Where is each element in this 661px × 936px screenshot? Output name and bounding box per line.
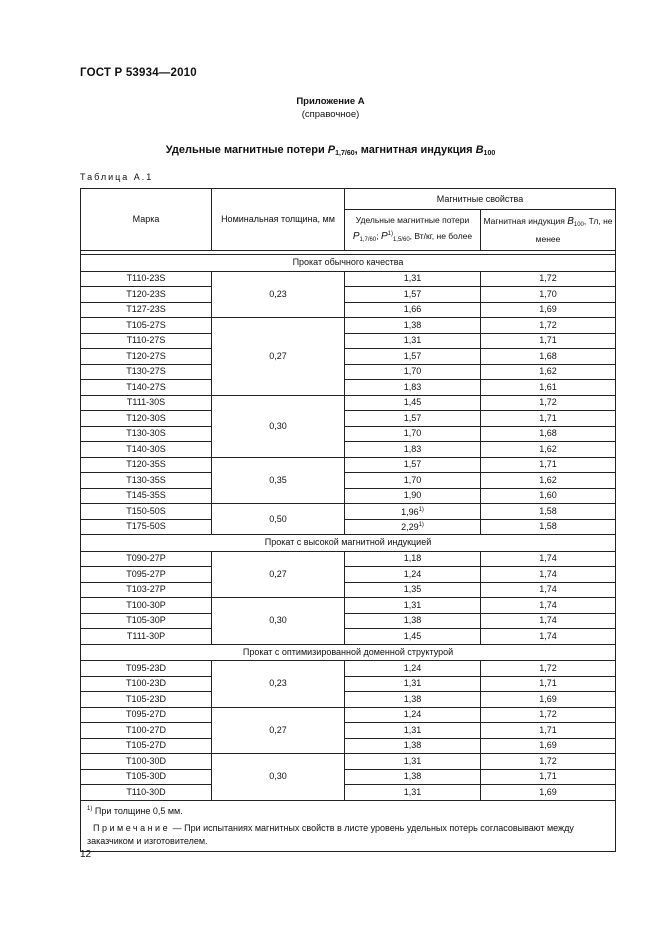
cell-induction: 1,62 [481, 442, 616, 458]
cell-induction: 1,62 [481, 364, 616, 380]
cell-induction: 1,58 [481, 519, 616, 535]
cell-loss [345, 349, 481, 365]
cell-loss [345, 333, 481, 349]
loss-value: 1,31 [403, 724, 422, 735]
document-title [0, 144, 661, 157]
loss-value: 1,18 [403, 553, 422, 564]
cell-loss [345, 676, 481, 692]
table-row [81, 707, 616, 723]
loss-value: 1,57 [403, 350, 422, 361]
table-row [81, 504, 616, 520]
loss-footnote-mark: 1) [418, 506, 424, 513]
loss-value: 1,35 [403, 584, 422, 595]
loss-value: 1,38 [403, 771, 422, 782]
cell-loss [345, 551, 481, 567]
loss-value: 1,45 [403, 630, 422, 641]
cell-induction: 1,74 [481, 551, 616, 567]
cell-induction: 1,72 [481, 754, 616, 770]
cell-loss [345, 504, 481, 520]
cell-induction: 1,69 [481, 738, 616, 754]
cell-grade: Т150-50S [81, 504, 212, 520]
table-row [81, 271, 616, 287]
table-row [81, 567, 616, 583]
cell-loss [345, 426, 481, 442]
losses-sub2: 1,5/60 [392, 237, 410, 243]
cell-loss [345, 769, 481, 785]
header-thickness: Номинальная толщина, мм [212, 189, 345, 251]
induction-suffix: , Тл, не менее [535, 216, 613, 244]
cell-grade: Т095-23D [81, 661, 212, 677]
cell-grade: Т120-27S [81, 349, 212, 365]
cell-grade: Т095-27D [81, 707, 212, 723]
cell-loss [345, 271, 481, 287]
cell-grade: Т105-23D [81, 692, 212, 708]
loss-value: 1,57 [403, 288, 422, 299]
title-b-symbol: B [475, 144, 484, 156]
table-row [81, 457, 616, 473]
section-title: Прокат с оптимизированной доменной структурой [81, 644, 616, 661]
losses-unit: , Вт/кг, не более [409, 231, 473, 241]
loss-value: 1,83 [403, 381, 422, 392]
cell-grade: Т095-27Р [81, 567, 212, 583]
loss-value: 1,57 [403, 412, 422, 423]
cell-loss [345, 364, 481, 380]
cell-grade: Т105-30D [81, 769, 212, 785]
loss-value: 1,38 [403, 319, 422, 330]
cell-grade: Т175-50S [81, 519, 212, 535]
cell-loss [345, 785, 481, 801]
loss-value: 1,38 [403, 740, 422, 751]
cell-grade: Т103-27Р [81, 582, 212, 598]
table-row [81, 692, 616, 708]
cell-thickness: 0,30 [212, 754, 345, 801]
table-row [81, 302, 616, 318]
cell-grade: Т100-30D [81, 754, 212, 770]
table-row [81, 754, 616, 770]
table-row [81, 364, 616, 380]
table-row [81, 287, 616, 303]
loss-value: 1,31 [403, 755, 422, 766]
loss-value: 1,66 [403, 304, 422, 315]
cell-loss [345, 287, 481, 303]
note [87, 822, 609, 848]
title-b-subscript: 100 [483, 150, 496, 157]
cell-induction: 1,60 [481, 488, 616, 504]
cell-grade: Т111-30Р [81, 629, 212, 645]
table-row [81, 519, 616, 535]
loss-value: 1,70 [403, 366, 422, 377]
cell-thickness: 0,23 [212, 271, 345, 318]
cell-thickness: 0,27 [212, 707, 345, 754]
losses-sep: ; [376, 231, 381, 241]
cell-grade: Т105-27S [81, 318, 212, 334]
cell-induction: 1,72 [481, 395, 616, 411]
cell-grade: Т140-27S [81, 380, 212, 396]
cell-grade: Т140-30S [81, 442, 212, 458]
cell-induction: 1,71 [481, 333, 616, 349]
appendix-subtitle: (справочное) [301, 109, 360, 120]
cell-induction: 1,71 [481, 411, 616, 427]
cell-induction: 1,69 [481, 785, 616, 801]
cell-loss [345, 661, 481, 677]
cell-grade: Т100-23D [81, 676, 212, 692]
table-row [81, 661, 616, 677]
title-p-symbol: P [327, 144, 336, 156]
induction-prefix: Магнитная индукция [483, 216, 568, 226]
cell-loss [345, 411, 481, 427]
cell-loss [345, 723, 481, 739]
cell-thickness: 0,30 [212, 598, 345, 645]
losses-p1: P [352, 231, 360, 242]
loss-value: 1,70 [403, 428, 422, 439]
table-row [81, 426, 616, 442]
cell-grade: Т100-27D [81, 723, 212, 739]
loss-value: 1,31 [403, 335, 422, 346]
losses-line2 [345, 227, 480, 247]
cell-thickness: 0,50 [212, 504, 345, 535]
cell-loss [345, 457, 481, 473]
title-p-subscript: 1,7/60 [335, 150, 355, 157]
loss-value: 1,96 [401, 506, 419, 517]
loss-value: 1,31 [403, 273, 422, 284]
loss-value: 1,70 [403, 474, 422, 485]
cell-induction: 1,72 [481, 707, 616, 723]
table-row [81, 551, 616, 567]
cell-grade: Т130-27S [81, 364, 212, 380]
cell-grade: Т111-30S [81, 395, 212, 411]
document-header: ГОСТ Р 53934—2010 [80, 67, 197, 79]
footnote [87, 803, 609, 818]
loss-value: 2,29 [401, 522, 419, 533]
table-row [81, 785, 616, 801]
loss-value: 1,45 [403, 397, 422, 408]
section-title: Прокат с высокой магнитной индукцией [81, 535, 616, 552]
table-row [81, 582, 616, 598]
cell-loss [345, 488, 481, 504]
header-losses [345, 210, 481, 251]
table-row [81, 395, 616, 411]
cell-thickness: 0,23 [212, 661, 345, 708]
loss-value: 1,38 [403, 693, 422, 704]
cell-thickness: 0,30 [212, 395, 345, 457]
cell-loss [345, 442, 481, 458]
note-label: Примечание [93, 822, 171, 833]
cell-loss [345, 613, 481, 629]
table-footer [81, 800, 616, 851]
cell-induction: 1,71 [481, 457, 616, 473]
cell-loss [345, 598, 481, 614]
losses-p2: P [380, 231, 388, 242]
cell-loss [345, 582, 481, 598]
cell-induction: 1,71 [481, 769, 616, 785]
appendix-title: Приложение А [296, 96, 365, 107]
data-table [80, 188, 616, 852]
loss-value: 1,24 [403, 568, 422, 579]
cell-grade: Т110-27S [81, 333, 212, 349]
cell-grade: Т110-23S [81, 271, 212, 287]
cell-loss [345, 395, 481, 411]
cell-loss [345, 302, 481, 318]
page-number: 12 [80, 849, 92, 860]
cell-loss [345, 692, 481, 708]
table-row [81, 676, 616, 692]
cell-thickness: 0,27 [212, 551, 345, 598]
induction-b: B [567, 216, 574, 227]
table-row [81, 380, 616, 396]
cell-loss [345, 567, 481, 583]
footnote-text: При толщине 0,5 мм. [92, 805, 183, 816]
cell-grade: Т130-35S [81, 473, 212, 489]
induction-sub: 100 [573, 222, 584, 228]
table-row [81, 488, 616, 504]
losses-sub1: 1,7/60 [359, 237, 377, 243]
header-magnetic-properties: Магнитные свойства [345, 189, 616, 210]
cell-grade: Т145-35S [81, 488, 212, 504]
cell-grade: Т120-30S [81, 411, 212, 427]
table-row [81, 629, 616, 645]
table-row [81, 723, 616, 739]
section-row [81, 644, 616, 661]
cell-thickness: 0,27 [212, 318, 345, 396]
cell-loss [345, 473, 481, 489]
cell-loss [345, 738, 481, 754]
losses-sup: 1) [387, 231, 393, 237]
cell-grade: Т120-23S [81, 287, 212, 303]
cell-loss [345, 380, 481, 396]
cell-thickness: 0,35 [212, 457, 345, 504]
cell-grade: Т105-30Р [81, 613, 212, 629]
loss-value: 1,57 [403, 459, 422, 470]
cell-induction: 1,58 [481, 504, 616, 520]
cell-induction: 1,74 [481, 582, 616, 598]
cell-induction: 1,74 [481, 598, 616, 614]
cell-induction: 1,68 [481, 426, 616, 442]
loss-value: 1,83 [403, 443, 422, 454]
table-row [81, 473, 616, 489]
cell-grade: Т110-30D [81, 785, 212, 801]
title-mid: , магнитная индукция [354, 144, 476, 156]
cell-grade: Т090-27Р [81, 551, 212, 567]
cell-induction: 1,61 [481, 380, 616, 396]
title-prefix: Удельные магнитные потери [165, 144, 328, 156]
cell-grade: Т120-35S [81, 457, 212, 473]
loss-value: 1,31 [403, 599, 422, 610]
cell-grade: Т127-23S [81, 302, 212, 318]
loss-value: 1,24 [403, 709, 422, 720]
table-body [81, 255, 616, 801]
cell-induction: 1,72 [481, 318, 616, 334]
cell-induction: 1,74 [481, 567, 616, 583]
table-row [81, 411, 616, 427]
cell-induction: 1,74 [481, 613, 616, 629]
table-row [81, 613, 616, 629]
table-row [81, 738, 616, 754]
cell-induction: 1,69 [481, 302, 616, 318]
cell-loss [345, 707, 481, 723]
table-row [81, 349, 616, 365]
loss-value: 1,24 [403, 662, 422, 673]
table-row [81, 442, 616, 458]
loss-value: 1,31 [403, 786, 422, 797]
cell-induction: 1,74 [481, 629, 616, 645]
cell-grade: Т130-30S [81, 426, 212, 442]
table-row [81, 318, 616, 334]
losses-line1: Удельные магнитные потери [355, 215, 470, 225]
header-induction [481, 210, 616, 251]
table-row [81, 333, 616, 349]
loss-footnote-mark: 1) [418, 522, 424, 529]
cell-loss [345, 754, 481, 770]
loss-value: 1,31 [403, 678, 422, 689]
loss-value: 1,38 [403, 615, 422, 626]
table-label: Таблица А.1 [80, 172, 154, 182]
cell-grade: Т100-30Р [81, 598, 212, 614]
section-row [81, 535, 616, 552]
cell-loss [345, 318, 481, 334]
section-title: Прокат обычного качества [81, 255, 616, 272]
section-row [81, 255, 616, 272]
cell-induction: 1,70 [481, 287, 616, 303]
cell-induction: 1,69 [481, 692, 616, 708]
cell-loss [345, 519, 481, 535]
header-grade: Марка [81, 189, 212, 251]
cell-loss [345, 629, 481, 645]
cell-induction: 1,68 [481, 349, 616, 365]
cell-induction: 1,71 [481, 676, 616, 692]
cell-induction: 1,72 [481, 661, 616, 677]
note-text: — При испытаниях магнитных свойств в листе уровень удельных потерь согласовывают между заказчиком и изготовителем. [87, 822, 574, 846]
cell-induction: 1,62 [481, 473, 616, 489]
loss-value: 1,90 [403, 490, 422, 501]
cell-grade: Т105-27D [81, 738, 212, 754]
cell-induction: 1,72 [481, 271, 616, 287]
table-row [81, 769, 616, 785]
footnote-mark: 1) [87, 805, 93, 812]
table-row [81, 598, 616, 614]
cell-induction: 1,71 [481, 723, 616, 739]
